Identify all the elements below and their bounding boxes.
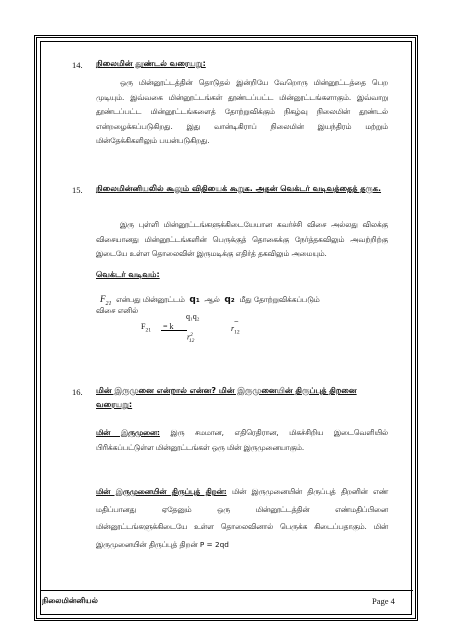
force-subscript: 21 bbox=[105, 300, 112, 307]
dipole-moment-definition bbox=[96, 483, 388, 553]
vector-text-2: ஆல் bbox=[204, 295, 220, 304]
footer-title: நிலைமின்னியல் bbox=[42, 596, 98, 605]
moment-term: மின் இருமுனையின் திருப்புத் திறன்: bbox=[96, 487, 227, 496]
vector-text-3: மீது தோற்றுவிக்கப்படும் bbox=[239, 295, 320, 304]
formula-equals-k: = k bbox=[163, 322, 174, 331]
moment-body: மின் இருமுனையின் திருப்புத் திறனின் எண் மதிப்பானது ஏதேனும் ஒரு மின்னூட்டத்தின் எண்மதிப்பினை மின்னூட்டங்களுக்கிடையே உள்ள தொலைவினால் பெருக்க கிடைப்பதாகும். மின் இருமுனையின் திருப்புத் திறன் P = 2qd bbox=[96, 487, 388, 549]
formula-lhs: F bbox=[141, 322, 146, 331]
vector-text-1: என்பது மின்னூட்டம் bbox=[116, 295, 185, 304]
q2-label: q₂ bbox=[224, 295, 235, 305]
section-body-15: இரு புள்ளி மின்னூட்டங்களுக்கிடையேயான கவர்ச்சி விசை அல்லது விலக்கு விசையானது மின்னூட்டங்களின் பெருக்குத் தொகைக்கு நேர்த்தகவிலும் அவற்றிற்கு இடையே உள்ள தொலைவின் இருமடிக்கு எதிர்த் தகவிலும் அமையும். bbox=[96, 220, 388, 258]
formula-unit-vector: ⌢ $r_{12}$ bbox=[231, 317, 240, 336]
formula-denominator: $r^2_{12}$ bbox=[187, 332, 195, 345]
section-body-14: ஒரு மின்னூட்டத்தின் தொடுதல் இன்றியே வேறொரு மின்னூட்டத்தை பெற முடியும். இவ்வகை மின்னூட்டங்கள் தூண்டப்பட்ட மின்னூட்டங்களாகும். இவ்வாறு தூண்டப்பட்ட மின்னூட்டங்களைத் தோற்றுவிக்கும் நிகழ்வு நிலைமின் தூண்டல் என்றழைக்கப்படுகிறது. இது வான்டிகிராப் நிலைமின் இயந்திரம் மற்றும் மின்தேக்கிகளிலும் பயன்படுகிறது. bbox=[96, 78, 388, 145]
footer-rule bbox=[40, 590, 413, 591]
section-heading-16: மின் இருமுனை என்றால் என்ன? மின் இருமுனையின் திருப்புத் திறனை வரையறு: bbox=[96, 386, 357, 409]
vector-form-label: வெக்டர் வடிவம்: bbox=[96, 270, 160, 279]
vector-text-4: விசை எனில் bbox=[96, 306, 139, 315]
formula-fraction-line bbox=[161, 330, 187, 331]
section-number-14: 14. bbox=[72, 60, 83, 70]
dipole-term: மின் இருமுனை: bbox=[96, 428, 160, 437]
section-heading-15: நிலைமின்னியலில் கூலும் விதியைக் கூறுக. அதன் வெக்டர் வடிவத்தைத் தருக. bbox=[96, 184, 382, 193]
force-symbol: F bbox=[100, 294, 106, 304]
vector-definition bbox=[100, 292, 390, 311]
section-number-15: 15. bbox=[72, 185, 83, 195]
section-heading-14: நிலைமின் தூண்டல் வரையறு: bbox=[96, 59, 206, 68]
section-number-16: 16. bbox=[72, 387, 83, 397]
dipole-definition bbox=[96, 426, 388, 455]
q1-label: q₁ bbox=[189, 295, 200, 305]
formula-lhs-sub: 21 bbox=[145, 327, 151, 334]
formula-numerator: q₁q₂ bbox=[186, 312, 200, 321]
page-number: Page 4 bbox=[372, 596, 395, 606]
dipole-body: இரு சமமான, எதிரெதிரான, மிகச்சிறிய இடைவெளியில் பிரிக்கப்பட்டுள்ள மின்னூட்டங்கள் ஒரு மின் இருமுனையாகும். bbox=[96, 428, 388, 452]
